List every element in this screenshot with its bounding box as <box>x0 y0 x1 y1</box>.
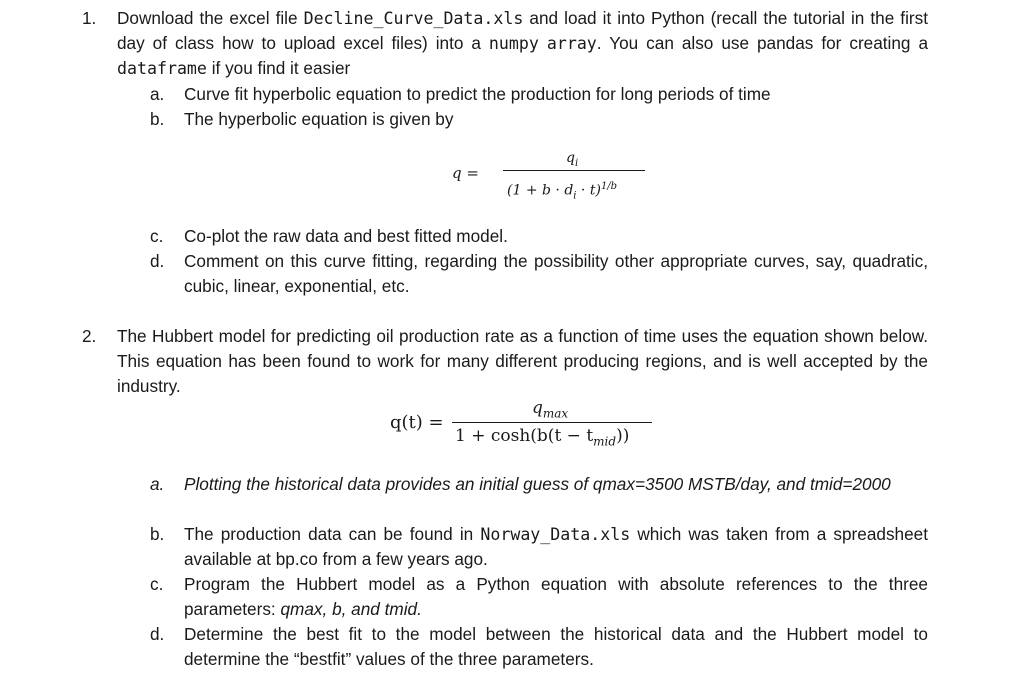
q2-item-b-part: The production data can be found in <box>184 524 481 544</box>
q1-text-part: if you find it easier <box>206 58 351 78</box>
hyperbolic-lhs: q = <box>452 164 479 182</box>
q1-text-part: and load it into Python (recall the tutorial in the first day of class how to upload excel files) into a <box>117 8 928 53</box>
q2-item-c <box>150 572 928 622</box>
q2-item-b-label: b. <box>150 524 165 544</box>
q2-item-c-part: Program the Hubbert model as a Python equation with absolute references to the three parameters: <box>184 574 928 619</box>
q2-item-a-text: Plotting the historical data provides an initial guess of qmax=3500 MSTB/day, and tmid=2000 <box>184 474 891 494</box>
q2-item-c-label: c. <box>150 574 164 594</box>
q1-array: array <box>546 34 597 53</box>
q2-filename: Norway_Data.xls <box>480 525 631 544</box>
hyperbolic-numerator-sub: i <box>574 157 579 169</box>
hubbert-numerator-sub: max <box>542 406 569 421</box>
q2-item-c-params: qmax, b, and tmid. <box>280 599 422 619</box>
q1-numpy: numpy <box>488 34 539 53</box>
q1-item-c <box>150 224 928 249</box>
hubbert-numerator-q: q <box>532 398 543 418</box>
q1-item-c-label: c. <box>150 226 164 246</box>
question-1 <box>82 6 928 81</box>
q1-filename: Decline_Curve_Data.xls <box>303 9 524 28</box>
q2-item-b-part: which was taken from a spreadsheet available at bp.co from a few years ago. <box>184 524 928 569</box>
question-1-text <box>117 6 928 81</box>
hyperbolic-numerator-q: q <box>566 150 575 166</box>
q1-text-part: . You can also use pandas for creating a <box>596 33 929 53</box>
question-2 <box>82 324 928 399</box>
q1-text-part: Download the excel file <box>117 8 304 28</box>
q1-item-b-text: The hyperbolic equation is given by <box>184 109 454 129</box>
q2-item-a <box>150 472 928 497</box>
question-1-number: 1. <box>82 8 97 28</box>
question-2-number: 2. <box>82 326 97 346</box>
hyperbolic-denominator-main: (1 + b · d <box>507 182 574 199</box>
hyperbolic-denominator-sup: 1/b <box>600 181 618 192</box>
q1-item-a <box>150 82 928 107</box>
q2-item-d <box>150 622 928 672</box>
q1-item-b-label: b. <box>150 109 165 129</box>
q2-item-d-label: d. <box>150 624 165 644</box>
hubbert-denominator-rest: )) <box>616 426 630 446</box>
hubbert-denominator-main: 1 + cosh(b(t − t <box>455 426 594 446</box>
q1-item-d-text: Comment on this curve fitting, regarding the possibility other appropriate curves, say, quadratic, cubic, linear, exponential, etc. <box>184 251 928 296</box>
q2-item-a-label: a. <box>150 474 165 494</box>
q1-item-a-text: Curve fit hyperbolic equation to predict the production for long periods of time <box>184 84 771 104</box>
q1-dataframe: dataframe <box>117 59 207 78</box>
q2-item-b <box>150 522 928 572</box>
hubbert-denominator-sub: mid <box>593 434 617 449</box>
hyperbolic-denominator-rest: · t) <box>576 182 601 199</box>
q2-item-d-text: Determine the best fit to the model between the historical data and the Hubbert model to determine the “bestfit” values of the three parameters. <box>184 624 928 669</box>
hubbert-fraction-bar <box>452 422 652 423</box>
q2-item-b-text <box>184 522 928 572</box>
hyperbolic-denominator <box>507 174 617 208</box>
q1-item-d-label: d. <box>150 251 165 271</box>
hubbert-lhs: q(t) = <box>390 412 444 433</box>
hyperbolic-fraction-bar <box>503 170 645 171</box>
hyperbolic-denominator-sub: i <box>573 190 577 202</box>
question-2-text: The Hubbert model for predicting oil production rate as a function of time uses the equation shown below. This equation has been found to work for many different producing regions, and is well accepted by the industry. <box>117 326 928 396</box>
q1-item-a-label: a. <box>150 84 165 104</box>
q1-item-b <box>150 107 928 132</box>
q1-item-d <box>150 249 928 299</box>
q2-item-c-text <box>184 572 928 622</box>
hubbert-denominator <box>455 424 629 454</box>
q1-item-c-text: Co-plot the raw data and best fitted model. <box>184 226 508 246</box>
hyperbolic-numerator <box>566 146 578 176</box>
